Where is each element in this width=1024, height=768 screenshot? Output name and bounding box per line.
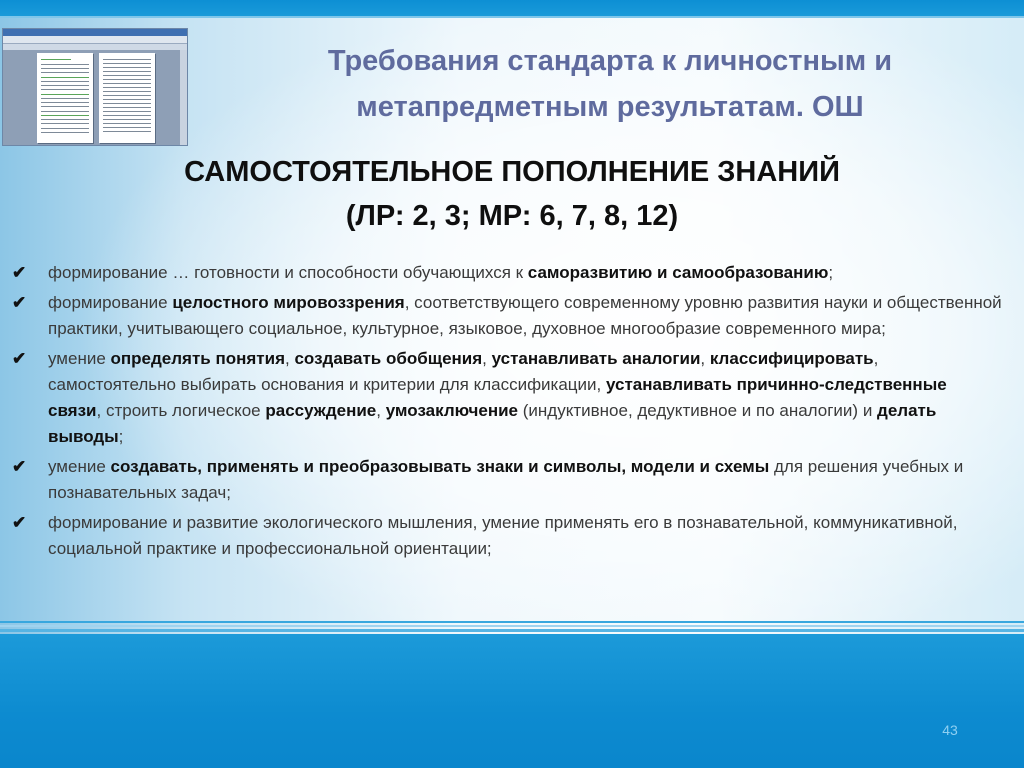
list-item-emphasis: устанавливать причинно-следственные связи — [48, 375, 947, 420]
page-number: 43 — [942, 722, 958, 738]
list-item-text: умение — [48, 457, 111, 476]
thumbnail-scrollbar — [180, 50, 187, 146]
list-item-emphasis: создавать, применять и преобразовывать знаки и символы, модели и схемы — [110, 457, 770, 476]
checkmark-icon: ✔ — [12, 457, 27, 476]
checkmark-icon: ✔ — [12, 349, 27, 368]
checkmark-icon: ✔ — [12, 293, 27, 312]
list-item-text: ; — [118, 427, 124, 446]
bottom-band — [0, 634, 1024, 768]
list-item — [12, 510, 1002, 562]
subtitle-line-1: САМОСТОЯТЕЛЬНОЕ ПОПОЛНЕНИЕ ЗНАНИЙ — [184, 156, 840, 188]
list-item-text: , — [285, 349, 295, 368]
list-item-emphasis: делать выводы — [48, 401, 937, 446]
thumbnail-menubar — [3, 36, 187, 44]
list-item-emphasis: определять понятия — [110, 349, 286, 368]
list-item-text: , — [700, 349, 710, 368]
list-item-emphasis: умозаключение — [385, 401, 519, 420]
list-item — [12, 260, 1002, 286]
list-item — [12, 454, 1002, 506]
list-item-emphasis: создавать обобщения — [294, 349, 483, 368]
list-item-text: , соответствующего современному уровню развития науки и общественной практики, учитывающего социальное, культурное, языковое, духовное многообразие современного мира; — [48, 293, 1002, 338]
thumbnail-page-left — [37, 53, 93, 143]
list-item-text: (индуктивное, дедуктивное и по аналогии) и — [518, 401, 878, 420]
list-item-emphasis: классифицировать — [709, 349, 874, 368]
list-item-emphasis: рассуждение — [265, 401, 377, 420]
slide-title: Требования стандарта к личностным и метапредметным результатам. ОШ — [327, 45, 893, 123]
list-item-text: ; — [828, 263, 834, 282]
list-item-text: формирование — [48, 293, 173, 312]
thumbnail-titlebar — [3, 29, 187, 36]
list-item-text: формирование … готовности и способности обучающихся к — [48, 263, 528, 282]
top-divider — [0, 16, 1024, 18]
checkmark-icon: ✔ — [12, 263, 27, 282]
list-item-text: , строить логическое — [96, 401, 266, 420]
list-item — [12, 346, 1002, 450]
thumbnail-page-right — [99, 53, 155, 143]
list-item-text: формирование и развитие экологического мышления, умение применять его в познавательной, коммуникативной, социальной практике и профессиональной ориентации; — [48, 513, 958, 558]
checkmark-icon: ✔ — [12, 513, 27, 532]
list-item-text: , самостоятельно выбирать основания и критерии для классификации, — [48, 349, 879, 394]
list-item-text: умение — [48, 349, 111, 368]
list-item-emphasis: устанавливать аналогии — [491, 349, 701, 368]
top-band — [0, 0, 1024, 16]
list-item-text: , — [376, 401, 386, 420]
list-item-emphasis: целостного мировоззрения — [172, 293, 405, 312]
list-item-text: для решения учебных и познавательных задач; — [48, 457, 964, 502]
document-thumbnail — [2, 28, 188, 146]
thumbnail-workspace — [3, 50, 187, 146]
bottom-divider — [0, 621, 1024, 633]
requirements-list — [12, 260, 1002, 566]
list-item — [12, 290, 1002, 342]
subtitle-line-2: (ЛР: 2, 3; МР: 6, 7, 8, 12) — [345, 200, 679, 232]
list-item-emphasis: саморазвитию и самообразованию — [527, 263, 829, 282]
list-item-text: , — [482, 349, 492, 368]
slide-subtitle — [0, 150, 1024, 238]
